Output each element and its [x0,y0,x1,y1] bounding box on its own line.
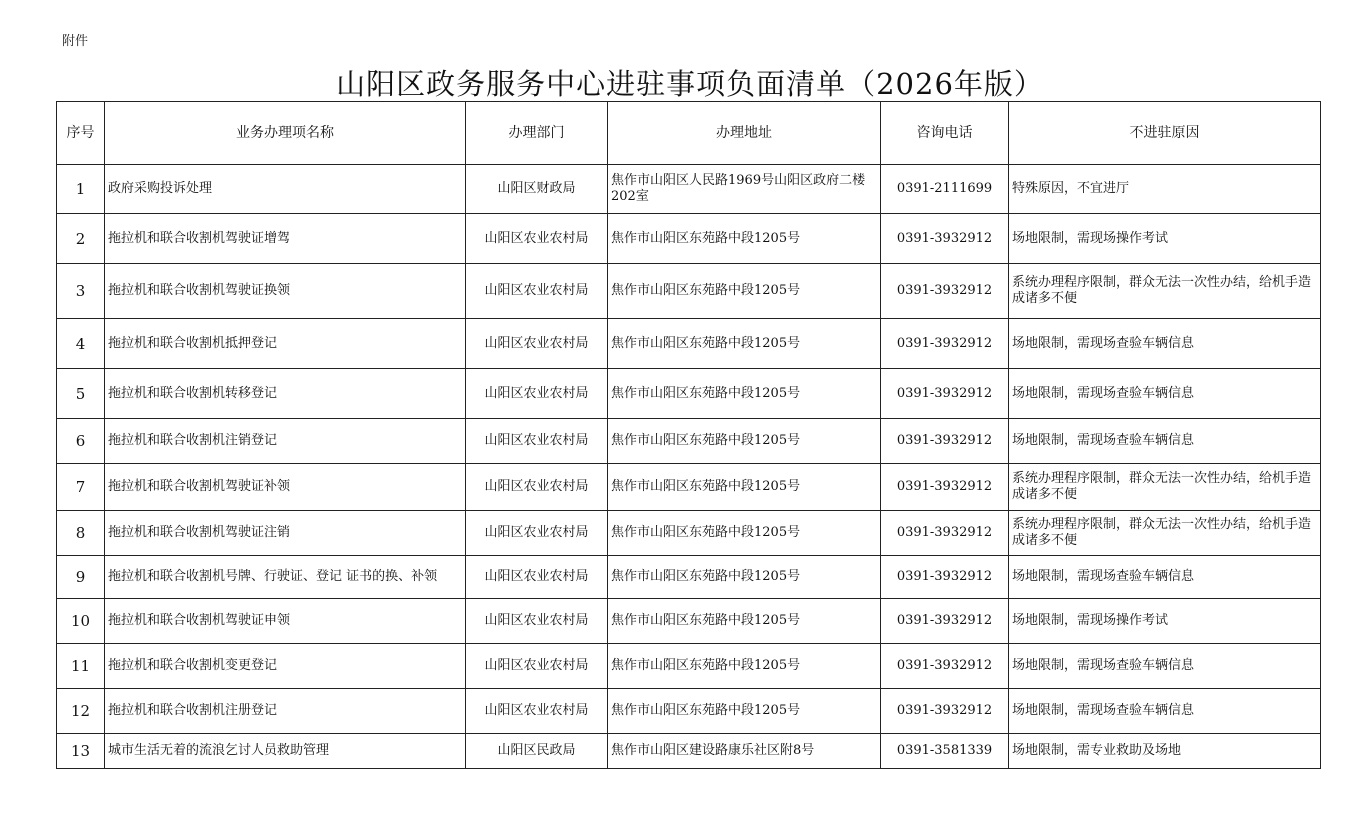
cell-no: 7 [57,464,105,511]
cell-dept: 山阳区农业农村局 [466,264,608,319]
table-row [57,165,1321,214]
cell-tel: 0391-3932912 [881,556,1009,599]
document-title: 山阳区政务服务中心进驻事项负面清单（2026年版） [336,67,1044,101]
header-no: 序号 [57,102,105,165]
table-row [57,689,1321,734]
table-row [57,419,1321,464]
cell-name: 拖拉机和联合收割机转移登记 [105,369,466,419]
cell-reason: 场地限制，需现场操作考试 [1009,214,1321,264]
cell-addr: 焦作市山阳区东苑路中段1205号 [608,464,881,511]
cell-reason: 系统办理程序限制，群众无法一次性办结，给机手造成诸多不便 [1009,464,1321,511]
cell-reason: 场地限制，需现场查验车辆信息 [1009,419,1321,464]
table-row [57,599,1321,644]
cell-addr: 焦作市山阳区东苑路中段1205号 [608,214,881,264]
cell-tel: 0391-3932912 [881,644,1009,689]
cell-dept: 山阳区农业农村局 [466,689,608,734]
table-row [57,464,1321,511]
negative-list-table [56,101,1321,769]
cell-name: 拖拉机和联合收割机注销登记 [105,419,466,464]
cell-name: 拖拉机和联合收割机驾驶证增驾 [105,214,466,264]
cell-name: 拖拉机和联合收割机驾驶证申领 [105,599,466,644]
table-row [57,644,1321,689]
cell-dept: 山阳区农业农村局 [466,599,608,644]
table-row [57,214,1321,264]
cell-no: 13 [57,734,105,769]
cell-name: 城市生活无着的流浪乞讨人员救助管理 [105,734,466,769]
cell-tel: 0391-3932912 [881,689,1009,734]
cell-reason: 场地限制，需现场查验车辆信息 [1009,319,1321,369]
cell-tel: 0391-3932912 [881,464,1009,511]
cell-tel: 0391-3581339 [881,734,1009,769]
cell-dept: 山阳区财政局 [466,165,608,214]
cell-name: 拖拉机和联合收割机驾驶证补领 [105,464,466,511]
cell-addr: 焦作市山阳区东苑路中段1205号 [608,319,881,369]
cell-name: 拖拉机和联合收割机抵押登记 [105,319,466,369]
cell-tel: 0391-2111699 [881,165,1009,214]
header-name: 业务办理项名称 [105,102,466,165]
cell-reason: 场地限制，需专业救助及场地 [1009,734,1321,769]
header-reason: 不进驻原因 [1009,102,1321,165]
cell-addr: 焦作市山阳区东苑路中段1205号 [608,689,881,734]
cell-dept: 山阳区农业农村局 [466,319,608,369]
cell-no: 12 [57,689,105,734]
cell-addr: 焦作市山阳区东苑路中段1205号 [608,644,881,689]
cell-dept: 山阳区农业农村局 [466,556,608,599]
cell-dept: 山阳区农业农村局 [466,644,608,689]
cell-no: 3 [57,264,105,319]
cell-addr: 焦作市山阳区人民路1969号山阳区政府二楼202室 [608,165,881,214]
cell-no: 8 [57,511,105,556]
cell-reason: 系统办理程序限制，群众无法一次性办结，给机手造成诸多不便 [1009,511,1321,556]
cell-addr: 焦作市山阳区东苑路中段1205号 [608,419,881,464]
cell-tel: 0391-3932912 [881,599,1009,644]
cell-no: 5 [57,369,105,419]
header-addr: 办理地址 [608,102,881,165]
cell-name: 拖拉机和联合收割机驾驶证注销 [105,511,466,556]
cell-tel: 0391-3932912 [881,511,1009,556]
cell-tel: 0391-3932912 [881,319,1009,369]
table-header-row [57,102,1321,165]
cell-dept: 山阳区农业农村局 [466,214,608,264]
cell-reason: 场地限制，需现场查验车辆信息 [1009,689,1321,734]
cell-no: 6 [57,419,105,464]
table-row [57,734,1321,769]
cell-no: 1 [57,165,105,214]
header-tel: 咨询电话 [881,102,1009,165]
table-row [57,369,1321,419]
table-row [57,511,1321,556]
cell-addr: 焦作市山阳区东苑路中段1205号 [608,369,881,419]
cell-addr: 焦作市山阳区东苑路中段1205号 [608,599,881,644]
cell-name: 政府采购投诉处理 [105,165,466,214]
cell-addr: 焦作市山阳区东苑路中段1205号 [608,556,881,599]
table-row [57,264,1321,319]
cell-tel: 0391-3932912 [881,214,1009,264]
cell-addr: 焦作市山阳区建设路康乐社区附8号 [608,734,881,769]
cell-tel: 0391-3932912 [881,369,1009,419]
cell-no: 10 [57,599,105,644]
cell-reason: 场地限制，需现场查验车辆信息 [1009,644,1321,689]
cell-addr: 焦作市山阳区东苑路中段1205号 [608,264,881,319]
cell-addr: 焦作市山阳区东苑路中段1205号 [608,511,881,556]
cell-reason: 场地限制，需现场查验车辆信息 [1009,369,1321,419]
cell-name: 拖拉机和联合收割机变更登记 [105,644,466,689]
cell-no: 2 [57,214,105,264]
cell-reason: 场地限制，需现场操作考试 [1009,599,1321,644]
cell-no: 11 [57,644,105,689]
header-dept: 办理部门 [466,102,608,165]
attachment-label: 附件 [62,34,89,49]
cell-tel: 0391-3932912 [881,419,1009,464]
cell-name: 拖拉机和联合收割机注册登记 [105,689,466,734]
cell-reason: 场地限制，需现场查验车辆信息 [1009,556,1321,599]
cell-dept: 山阳区农业农村局 [466,419,608,464]
cell-reason: 特殊原因，不宜进厅 [1009,165,1321,214]
table-row [57,319,1321,369]
cell-name: 拖拉机和联合收割机驾驶证换领 [105,264,466,319]
cell-name: 拖拉机和联合收割机号牌、行驶证、登记 证书的换、补领 [105,556,466,599]
cell-dept: 山阳区农业农村局 [466,369,608,419]
cell-tel: 0391-3932912 [881,264,1009,319]
cell-dept: 山阳区民政局 [466,734,608,769]
table-row [57,556,1321,599]
cell-no: 9 [57,556,105,599]
cell-dept: 山阳区农业农村局 [466,464,608,511]
cell-no: 4 [57,319,105,369]
cell-reason: 系统办理程序限制，群众无法一次性办结，给机手造成诸多不便 [1009,264,1321,319]
cell-dept: 山阳区农业农村局 [466,511,608,556]
